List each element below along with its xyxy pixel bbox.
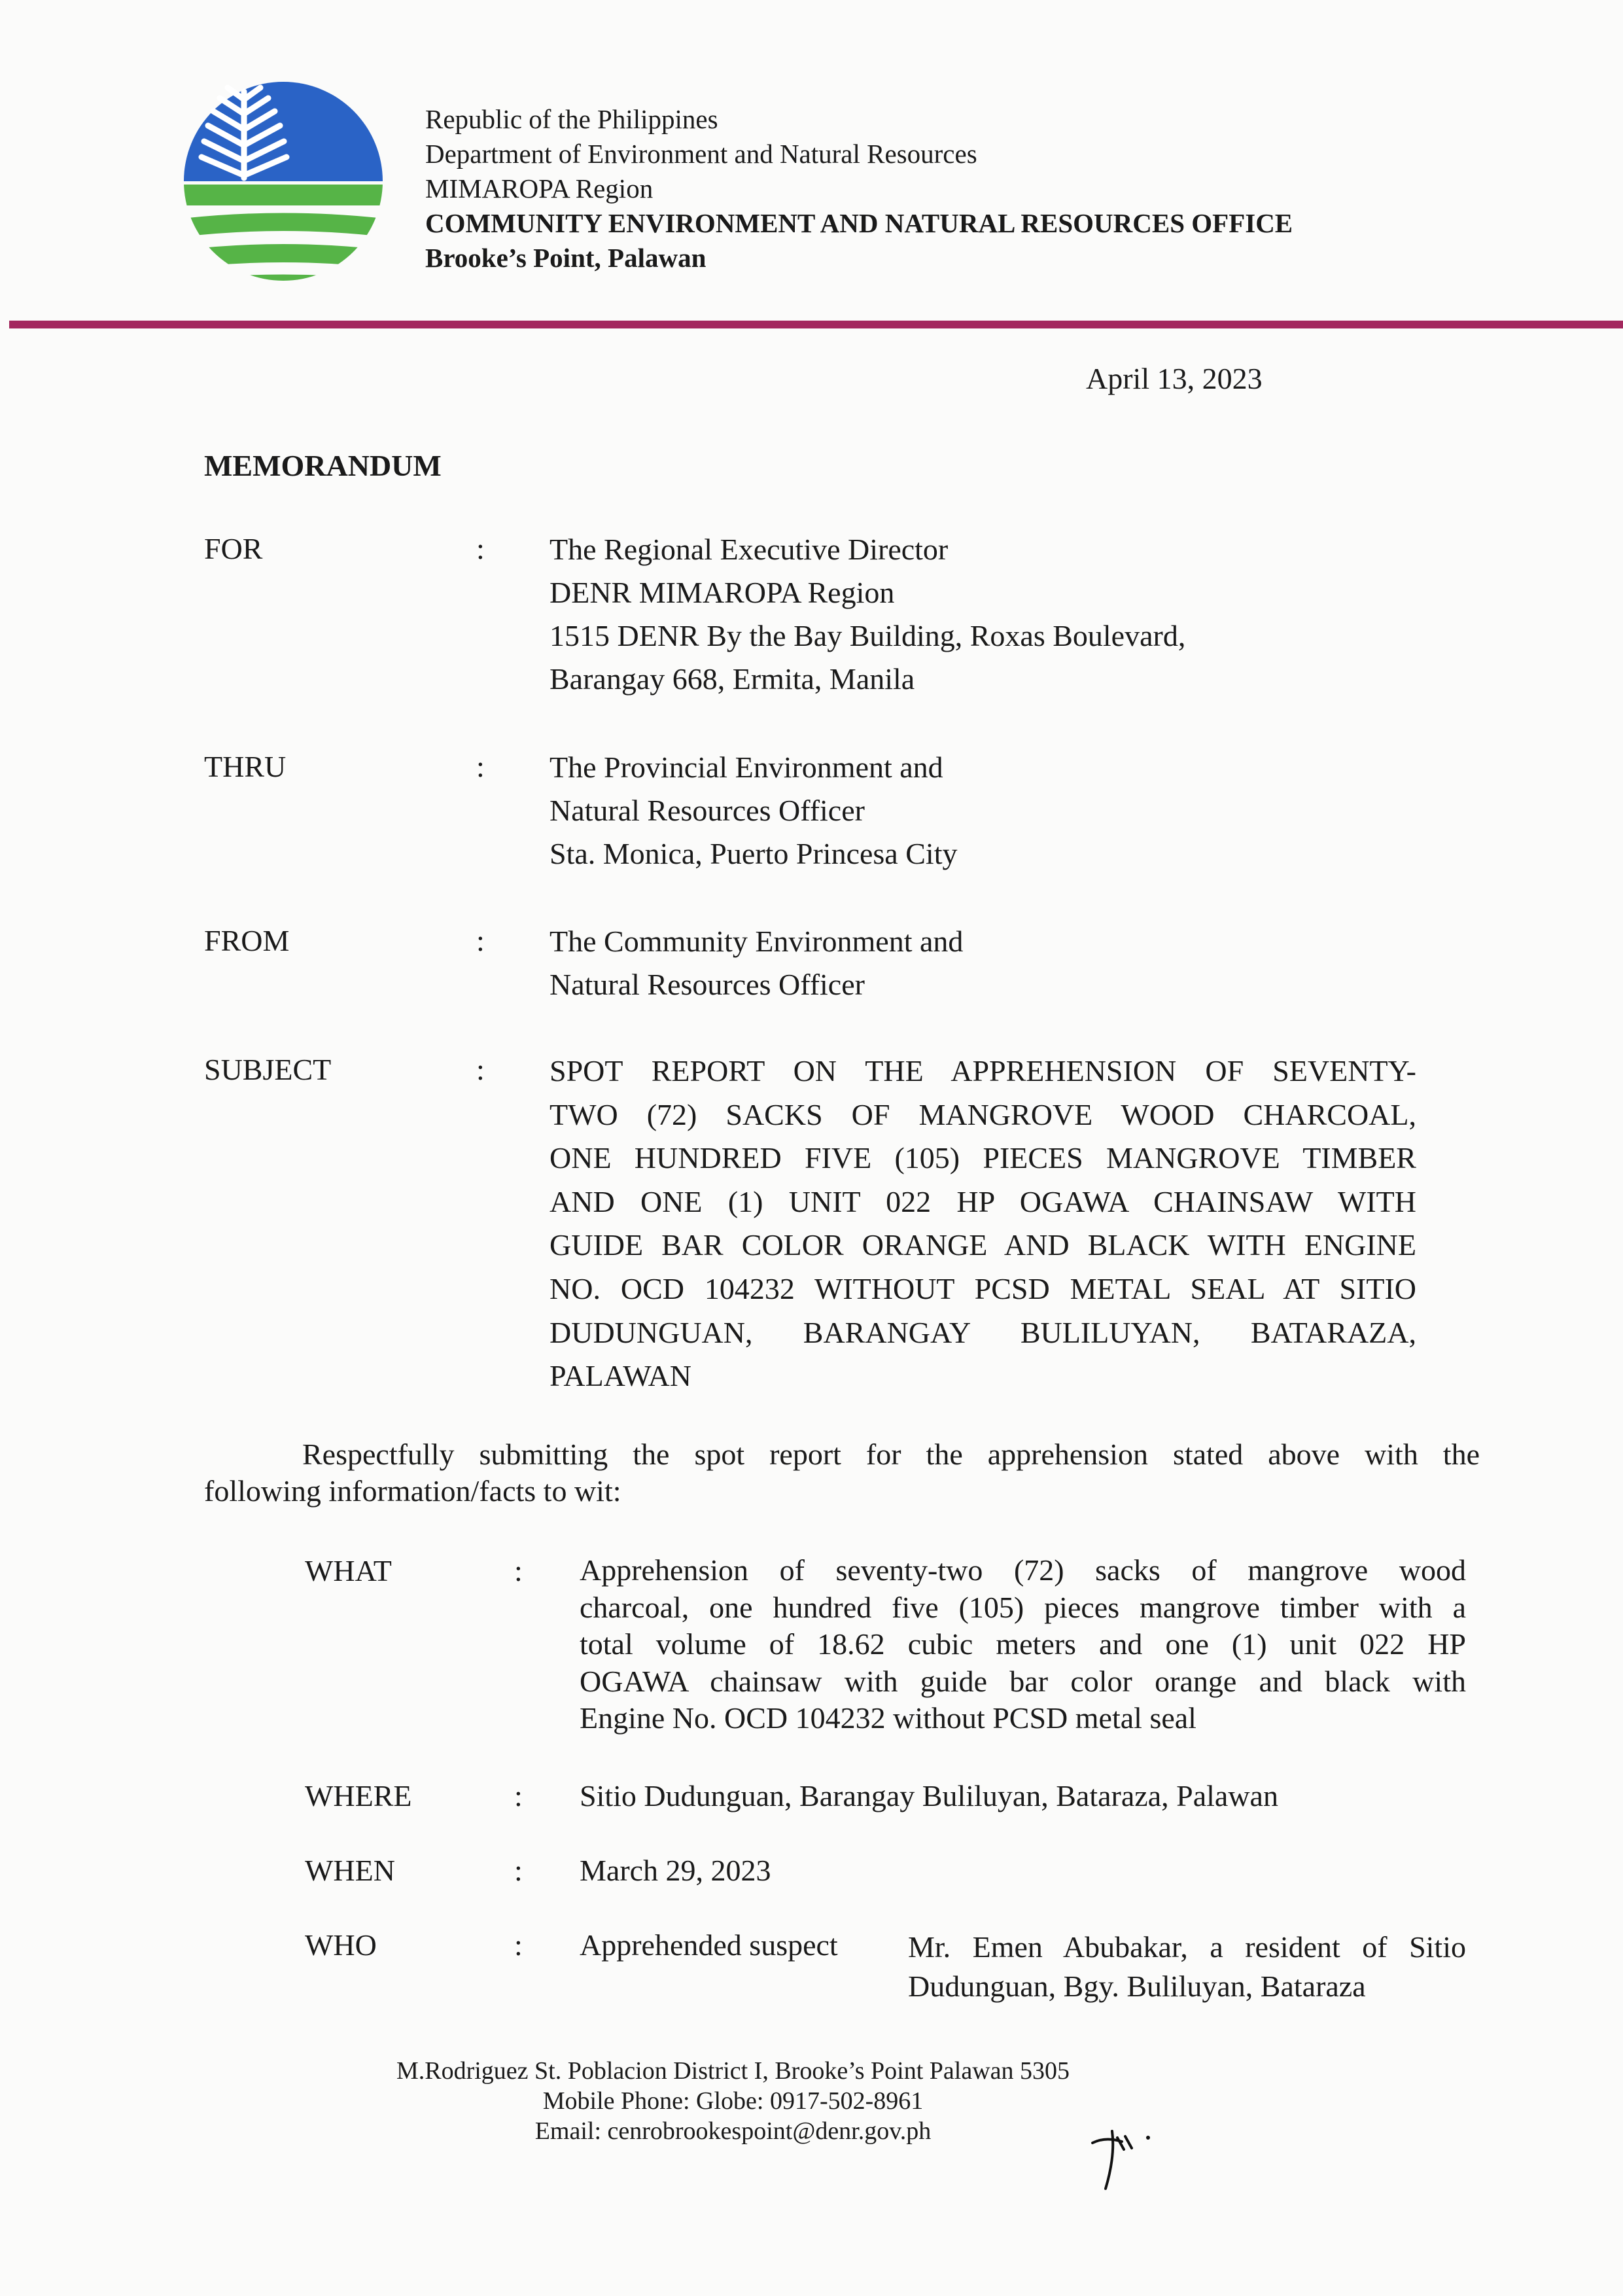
for-line: 1515 DENR By the Bay Building, Roxas Boulevard, (550, 619, 1186, 652)
initials-signature (1086, 2123, 1158, 2195)
what-colon: : (514, 1554, 523, 1587)
for-line: The Regional Executive Director (550, 533, 949, 566)
what-line: Apprehension of seventy-two (72) sacks of mangrove wood (580, 1553, 1466, 1587)
who-line: Dudunguan, Bgy. Buliluyan, Bataraza (908, 1969, 1366, 2003)
what-line: OGAWA chainsaw with guide bar color orange and black with (580, 1664, 1466, 1698)
what-label: WHAT (305, 1554, 392, 1587)
thru-colon: : (476, 750, 485, 783)
thru-line: Natural Resources Officer (550, 794, 865, 827)
subject-line: PALAWAN (550, 1359, 691, 1393)
from-line: The Community Environment and (550, 925, 964, 958)
intro-paragraph (204, 1436, 1480, 1510)
for-line: DENR MIMAROPA Region (550, 576, 895, 609)
subject-line: NO. OCD 104232 WITHOUT PCSD METAL SEAL AT SITIO (550, 1271, 1416, 1305)
memo-title: MEMORANDUM (204, 449, 442, 482)
where-label: WHERE (305, 1779, 412, 1812)
for-line: Barangay 668, Ermita, Manila (550, 662, 915, 696)
subject-text (550, 1050, 1416, 1398)
where-colon: : (514, 1779, 523, 1812)
header-department: Department of Environment and Natural Resources (425, 139, 977, 169)
subject-label: SUBJECT (204, 1053, 332, 1086)
footer-email: Email: cenrobrookespoint@denr.gov.ph (534, 2117, 932, 2145)
where-value: Sitio Dudunguan, Barangay Buliluyan, Bataraza, Palawan (580, 1779, 1278, 1812)
subject-line: SPOT REPORT ON THE APPREHENSION OF SEVENTY- (550, 1054, 1416, 1087)
who-label: WHO (305, 1928, 377, 1962)
from-colon: : (476, 924, 485, 957)
thru-line: Sta. Monica, Puerto Princesa City (550, 837, 958, 870)
footer-address: M.Rodriguez St. Poblacion District I, Brooke’s Point Palawan 5305 (396, 2057, 1070, 2085)
who-sublabel: Apprehended suspect (580, 1928, 838, 1962)
for-colon: : (476, 532, 485, 565)
subject-line: ONE HUNDRED FIVE (105) PIECES MANGROVE TIMBER (550, 1141, 1416, 1175)
footer-phone: Mobile Phone: Globe: 0917-502-8961 (542, 2087, 924, 2115)
when-label: WHEN (305, 1854, 395, 1887)
for-recipient (550, 528, 1185, 701)
when-value: March 29, 2023 (580, 1854, 771, 1887)
what-line: Engine No. OCD 104232 without PCSD metal seal (580, 1701, 1196, 1735)
subject-line: DUDUNGUAN, BARANGAY BULILUYAN, BATARAZA, (550, 1315, 1416, 1349)
thru-recipient (550, 746, 957, 875)
intro-line: following information/facts to wit: (204, 1474, 621, 1508)
header-region: MIMAROPA Region (425, 173, 654, 203)
what-line: total volume of 18.62 cubic meters and one (1) unit 022 HP (580, 1627, 1466, 1661)
what-line: charcoal, one hundred five (105) pieces mangrove timber with a (580, 1590, 1466, 1624)
who-detail (908, 1928, 1466, 2006)
for-label: FOR (204, 532, 263, 565)
who-line: Mr. Emen Abubakar, a resident of Sitio (908, 1930, 1466, 1964)
from-label: FROM (204, 924, 290, 957)
intro-line: Respectfully submitting the spot report for the apprehension stated above with the (302, 1438, 1480, 1471)
what-text (580, 1552, 1466, 1737)
thru-line: The Provincial Environment and (550, 751, 943, 784)
when-colon: : (514, 1854, 523, 1887)
header-office: COMMUNITY ENVIRONMENT AND NATURAL RESOURCES OFFICE (425, 208, 1293, 238)
denr-logo (182, 73, 385, 289)
thru-label: THRU (204, 750, 287, 783)
subject-line: GUIDE BAR COLOR ORANGE AND BLACK WITH ENGINE (550, 1228, 1416, 1262)
header-republic: Republic of the Philippines (425, 104, 718, 134)
from-sender (550, 920, 963, 1006)
header-location: Brooke’s Point, Palawan (425, 243, 707, 273)
header-divider (9, 321, 1623, 328)
subject-line: TWO (72) SACKS OF MANGROVE WOOD CHARCOAL, (550, 1097, 1416, 1131)
memo-date: April 13, 2023 (1086, 362, 1263, 395)
from-line: Natural Resources Officer (550, 968, 865, 1001)
subject-colon: : (476, 1053, 485, 1086)
subject-line: AND ONE (1) UNIT 022 HP OGAWA CHAINSAW WITH (550, 1184, 1416, 1218)
who-colon: : (514, 1928, 523, 1962)
